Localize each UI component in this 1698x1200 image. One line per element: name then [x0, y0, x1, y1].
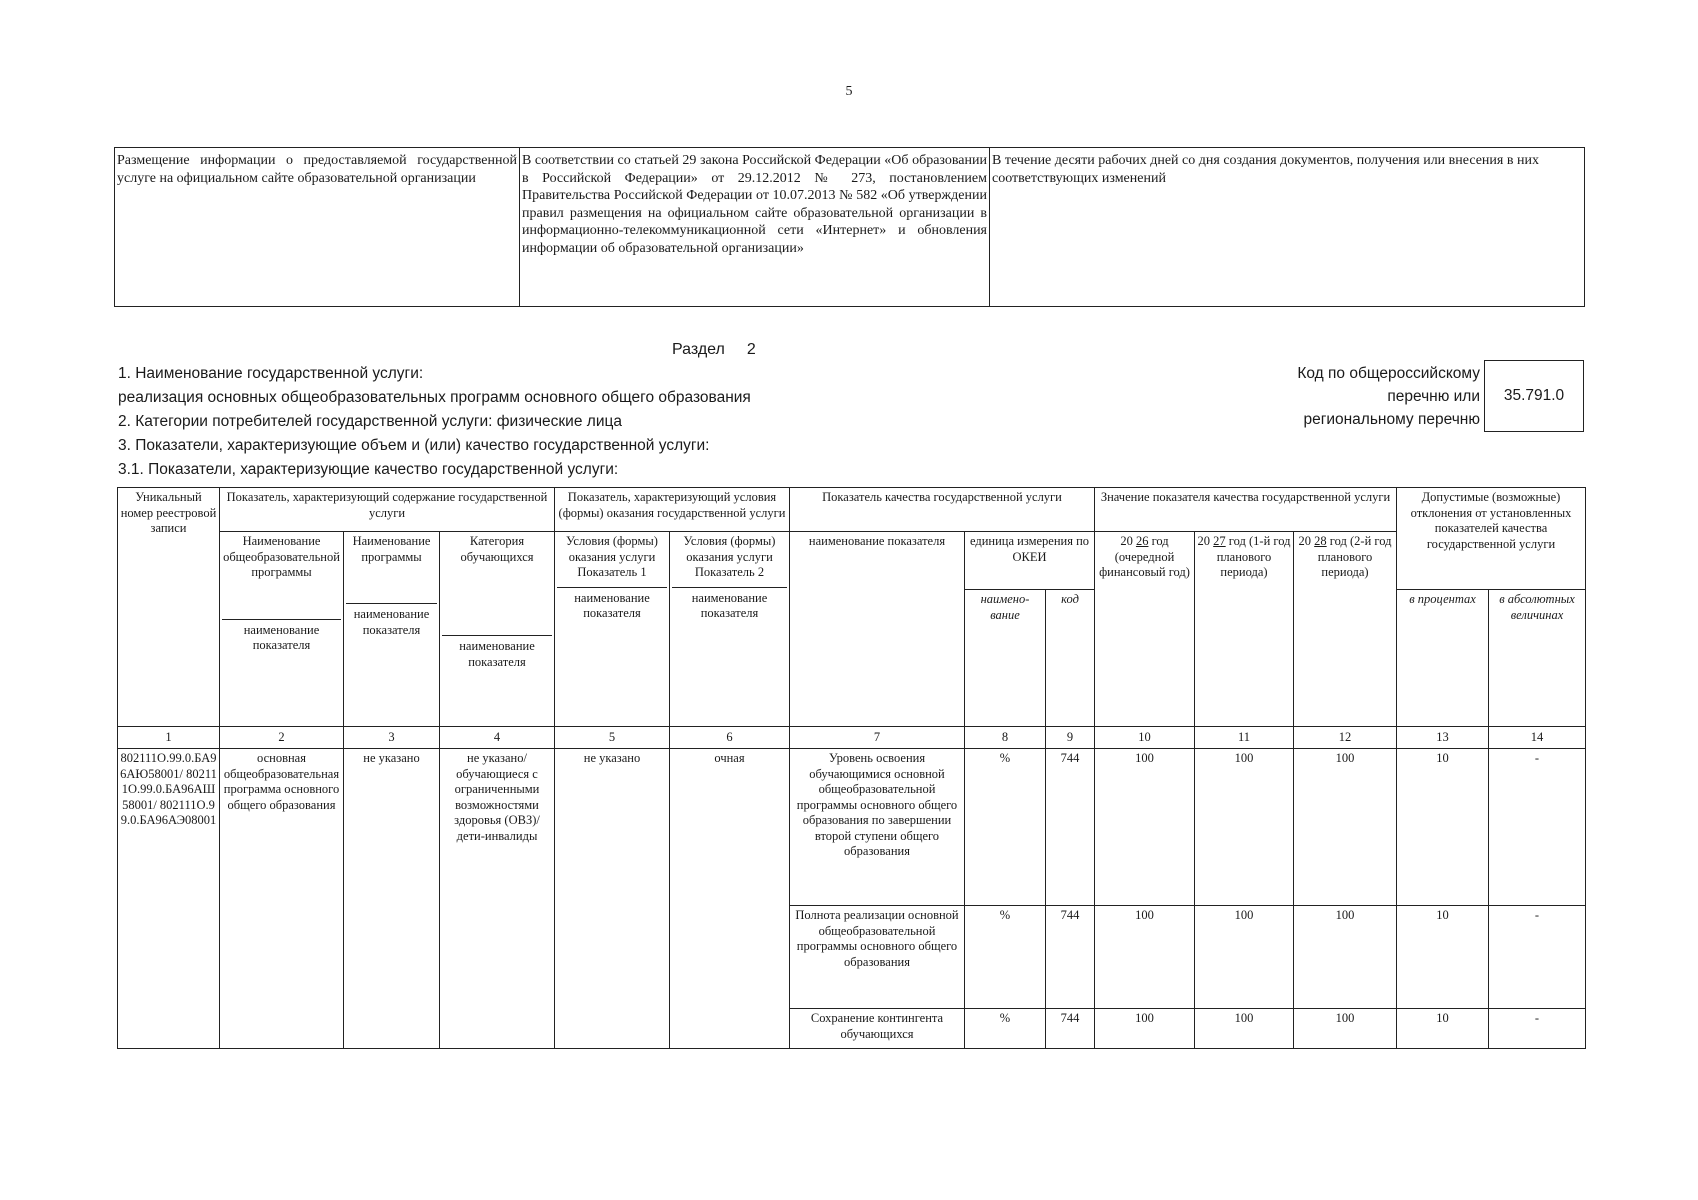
column-number-row — [118, 727, 1586, 749]
table-row — [118, 532, 1586, 590]
value-year-1: 100 — [1095, 749, 1195, 906]
header-prog — [344, 532, 440, 727]
deviation-absolute: - — [1489, 1009, 1586, 1049]
header-prog-name-text: Наименование общеобразовательной программы — [223, 534, 340, 579]
unit-code: 744 — [1046, 749, 1095, 906]
code-label-line: Код по общероссийскому — [1297, 365, 1480, 382]
unit-code: 744 — [1046, 1009, 1095, 1049]
section-label: Раздел — [672, 341, 725, 358]
deviation-absolute: - — [1489, 749, 1586, 906]
header-sub-name: наименование показателя — [346, 603, 437, 638]
col-number: 14 — [1489, 727, 1586, 749]
unit-name: % — [965, 1009, 1046, 1049]
value-year-1: 100 — [1095, 1009, 1195, 1049]
table-row — [118, 749, 1586, 906]
col-number: 2 — [220, 727, 344, 749]
header-indicator-name: наименование показателя — [790, 532, 965, 727]
year-3-label: год (2-й год планового периода) — [1317, 534, 1392, 579]
deviation-percent: 10 — [1397, 1009, 1489, 1049]
col-number: 9 — [1046, 727, 1095, 749]
header-cond1-text: Условия (формы) оказания услуги Показатель 1 — [566, 534, 658, 579]
indicator-name: Сохранение контингента обучающихся — [790, 1009, 965, 1049]
indicator-name: Полнота реализации основной общеобразовательной программы основного общего образования — [790, 906, 965, 1009]
year-3-prefix: 20 — [1298, 534, 1312, 548]
table-row — [115, 148, 1585, 307]
col-number: 13 — [1397, 727, 1489, 749]
header-sub-name: наименование показателя — [672, 587, 787, 622]
value-year-3: 100 — [1294, 906, 1397, 1009]
quality-indicators-heading: 3.1. Показатели, характеризующие качество государственной услуги: — [118, 461, 619, 478]
col-number: 1 — [118, 727, 220, 749]
col-number: 4 — [440, 727, 555, 749]
col-number: 12 — [1294, 727, 1397, 749]
value-year-2: 100 — [1195, 906, 1294, 1009]
header-sub-name: наименование показателя — [442, 635, 552, 670]
deviation-percent: 10 — [1397, 906, 1489, 1009]
header-unit-code: код — [1046, 590, 1095, 727]
header-allowed-deviation: Допустимые (возможные) отклонения от установленных показателей качества государственной услуги — [1397, 488, 1586, 590]
section-title — [672, 341, 756, 359]
consumer-category: 2. Категории потребителей государственной услуги: физические лица — [118, 413, 622, 430]
registry-code-box: 35.791.0 — [1484, 360, 1584, 432]
header-year-2 — [1195, 532, 1294, 727]
quality-indicators-table — [117, 487, 1586, 1049]
record-category: не указано/ обучающиеся с ограниченными возможностями здоровья (ОВЗ)/ дети-инвалиды — [440, 749, 555, 1049]
placement-frequency-cell: В течение десяти рабочих дней со дня создания документов, получения или внесения в них соответствующих изменений — [990, 148, 1585, 307]
header-cond1 — [555, 532, 670, 727]
placement-info-table — [114, 147, 1585, 307]
value-year-1: 100 — [1095, 906, 1195, 1009]
year-3-number: 28 — [1314, 534, 1327, 548]
header-prog-text: Наименование программы — [352, 534, 431, 564]
record-program-name: не указано — [344, 749, 440, 1049]
year-2-number: 27 — [1213, 534, 1226, 548]
header-year-3 — [1294, 532, 1397, 727]
value-year-3: 100 — [1294, 1009, 1397, 1049]
col-number: 11 — [1195, 727, 1294, 749]
deviation-absolute: - — [1489, 906, 1586, 1009]
table-row — [118, 488, 1586, 532]
placement-content-cell: В соответствии со статьей 29 закона Российской Федерации «Об образовании в Российской Федерации» от 29.12.2012 № 273, постановлением Правительства Российской Федерации от 10.07.2013 № 582 «Об утверждении правил размещения на официальном сайте образовательной организации в информационно-телекоммуникационной сети «Интернет» и обновления информации об образовательной организации» — [520, 148, 990, 307]
code-label-line: региональному перечню — [1303, 411, 1480, 428]
header-prog-name — [220, 532, 344, 727]
year-1-number: 26 — [1135, 534, 1149, 548]
header-percent: в процентах — [1397, 590, 1489, 727]
header-unit: единица измерения по ОКЕИ — [965, 532, 1095, 590]
record-condition-2: очная — [670, 749, 790, 1049]
header-conditions-indicator: Показатель, характеризующий условия (формы) оказания государственной услуги — [555, 488, 790, 532]
page-number: 5 — [845, 84, 853, 99]
unit-code: 744 — [1046, 906, 1095, 1009]
col-number: 7 — [790, 727, 965, 749]
header-cond2-text: Условия (формы) оказания услуги Показатель 2 — [683, 534, 776, 579]
year-2-label: год (1-й год планового периода) — [1216, 534, 1291, 579]
unit-name: % — [965, 749, 1046, 906]
header-sub-name: наименование показателя — [557, 587, 667, 622]
year-1-label: год (очередной финансовый год) — [1099, 534, 1190, 579]
header-sub-name: наименование показателя — [222, 619, 341, 654]
year-2-prefix: 20 — [1197, 534, 1211, 548]
header-category — [440, 532, 555, 727]
value-year-3: 100 — [1294, 749, 1397, 906]
deviation-percent: 10 — [1397, 749, 1489, 906]
year-1-prefix: 20 — [1120, 534, 1133, 548]
header-unit-name: наимено-вание — [965, 590, 1046, 727]
indicator-name: Уровень освоения обучающимися основной общеобразовательной программы основного общего образования по завершении второй ступени общего образования — [790, 749, 965, 906]
col-number: 5 — [555, 727, 670, 749]
code-labels — [1297, 362, 1480, 431]
record-program: основная общеобразовательная программа основного общего образования — [220, 749, 344, 1049]
header-category-text: Категория обучающихся — [460, 534, 534, 564]
col-number: 3 — [344, 727, 440, 749]
value-year-2: 100 — [1195, 1009, 1294, 1049]
placement-method-cell: Размещение информации о предоставляемой государственной услуге на официальном сайте образовательной организации — [115, 148, 520, 307]
header-indicator-value: Значение показателя качества государственной услуги — [1095, 488, 1397, 532]
header-quality-indicator: Показатель качества государственной услуги — [790, 488, 1095, 532]
code-label-line: перечню или — [1387, 388, 1480, 405]
header-absolute: в абсолютных величинах — [1489, 590, 1586, 727]
col-number: 6 — [670, 727, 790, 749]
col-number: 8 — [965, 727, 1046, 749]
indicators-heading: 3. Показатели, характеризующие объем и (или) качество государственной услуги: — [118, 437, 710, 454]
header-content-indicator: Показатель, характеризующий содержание государственной услуги — [220, 488, 555, 532]
header-unique-number: Уникальный номер реестровой записи — [118, 488, 220, 727]
record-condition-1: не указано — [555, 749, 670, 1049]
header-cond2 — [670, 532, 790, 727]
service-name-label: 1. Наименование государственной услуги: — [118, 365, 424, 382]
record-unique-number: 802111О.99.0.БА96АЮ58001/ 802111О.99.0.БА96АШ58001/ 802111О.99.0.БА96АЭ08001 — [118, 749, 220, 1049]
unit-name: % — [965, 906, 1046, 1009]
value-year-2: 100 — [1195, 749, 1294, 906]
header-year-1 — [1095, 532, 1195, 727]
section-number: 2 — [746, 341, 756, 358]
service-name-value: реализация основных общеобразовательных программ основного общего образования — [118, 389, 751, 406]
col-number: 10 — [1095, 727, 1195, 749]
